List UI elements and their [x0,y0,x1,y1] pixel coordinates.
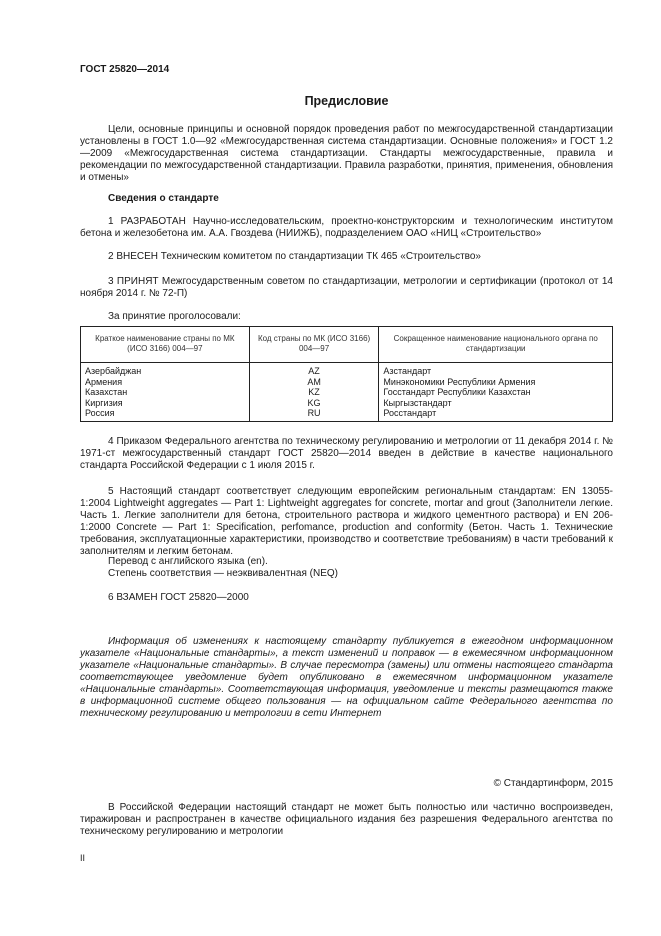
item-conformity: 5 Настоящий стандарт соответствует следующим европейским региональным стандартам: EN 13055-1:2004 Lightweight aggregates — Part 1: Lightweight aggregates for concrete, mortar and grout (Заполнители легкие. Часть 1. Легкие заполнители для бетона, строительного раствора и жидкого цементного раствора) и EN 206-1:2000 Concrete — Part 1: Specification, perfomance, production and conformity (Бетон. Часть 1. Технические требования, эксплуатационные характеристики, производство и соответствие требованиям) в части требований к заполнителям и легким бетонам. [80,486,613,557]
cell-country: Армения [81,377,250,388]
table-row [81,377,613,388]
table-row [81,363,613,377]
cell-body: Росстандарт [379,408,613,421]
cell-body: Азстандарт [379,363,613,377]
item-developed: 1 РАЗРАБОТАН Научно-исследовательским, проектно-конструкторским и технологическим институтом бетона и железобетона им. А.А. Гвоздева (НИИЖБ), подразделением ОАО «НИЦ «Строительство» [80,216,613,239]
cell-code: KG [249,398,379,409]
conformity-degree: Степень соответствия — неэквивалентная (NEQ) [108,568,339,579]
cell-country: Азербайджан [81,363,250,377]
cell-body: Минэкономики Республики Армения [379,377,613,388]
table-row [81,387,613,398]
vote-label: За принятие проголосовали: [108,311,241,322]
col-header-country: Краткое наименование страны по МК (ИСО 3166) 004—97 [81,327,250,363]
changes-info-notice: Информация об изменениях к настоящему стандарту публикуется в ежегодном информационном указателе «Национальные стандарты», а текст изменений и поправок — в ежемесячном информационном указателе «Национальные стандарты». В случае пересмотра (замены) или отмены настоящего стандарта соответствующее уведомление будет опубликовано в ежемесячном информационном указателе «Национальные стандарты». Соответствующая информация, уведомление и тексты размещаются также в информационной системе общего пользования — на официальном сайте Федерального агентства по техническому регулированию и метрологии в сети Интернет [80,636,613,719]
cell-country: Россия [81,408,250,421]
cell-code: AZ [249,363,379,377]
cell-country: Казахстан [81,387,250,398]
item-introduced: 2 ВНЕСЕН Техническим комитетом по стандартизации ТК 465 «Строительство» [108,251,481,262]
reproduction-notice: В Российской Федерации настоящий стандарт не может быть полностью или частично воспроизведен, тиражирован и распространен в качестве официального издания без разрешения Федерального агентства по техническому регулированию и метрологии [80,802,613,837]
page-title: Предисловие [304,94,389,108]
document-code: ГОСТ 25820—2014 [80,64,170,75]
section-heading: Сведения о стандарте [108,193,219,204]
col-header-body: Сокращенное наименование национального органа по стандартизации [379,327,613,363]
cell-code: KZ [249,387,379,398]
item-enacted: 4 Приказом Федерального агентства по техническому регулированию и метрологии от 11 декабря 2014 г. № 1971-ст межгосударственный стандарт ГОСТ 25820—2014 введен в действие в качестве национального стандарта Российской Федерации с 1 июля 2015 г. [80,436,613,471]
item-adopted: 3 ПРИНЯТ Межгосударственным советом по стандартизации, метрологии и сертификации (протокол от 14 ноября 2014 г. № 72-П) [80,276,613,299]
cell-body: Кыргызстандарт [379,398,613,409]
cell-code: RU [249,408,379,421]
table-row [81,408,613,421]
voting-table [80,326,613,422]
cell-country: Киргизия [81,398,250,409]
table-row [81,398,613,409]
col-header-code: Код страны по МК (ИСО 3166) 004—97 [249,327,379,363]
cell-body: Госстандарт Республики Казахстан [379,387,613,398]
table-header-row [81,327,613,363]
item-replaces: 6 ВЗАМЕН ГОСТ 25820—2000 [108,592,249,603]
page-number: II [80,853,86,863]
cell-code: AM [249,377,379,388]
translation-note: Перевод с английского языка (en). [108,556,268,567]
intro-paragraph: Цели, основные принципы и основной порядок проведения работ по межгосударственной стандартизации установлены в ГОСТ 1.0—92 «Межгосударственная система стандартизации. Основные положения» и ГОСТ 1.2—2009 «Межгосударственная система стандартизации. Стандарты межгосударственные, правила и рекомендации по межгосударственной стандартизации. Правила разработки, принятия, применения, обновления и отмены» [80,124,613,183]
copyright: © Стандартинформ, 2015 [493,778,613,789]
